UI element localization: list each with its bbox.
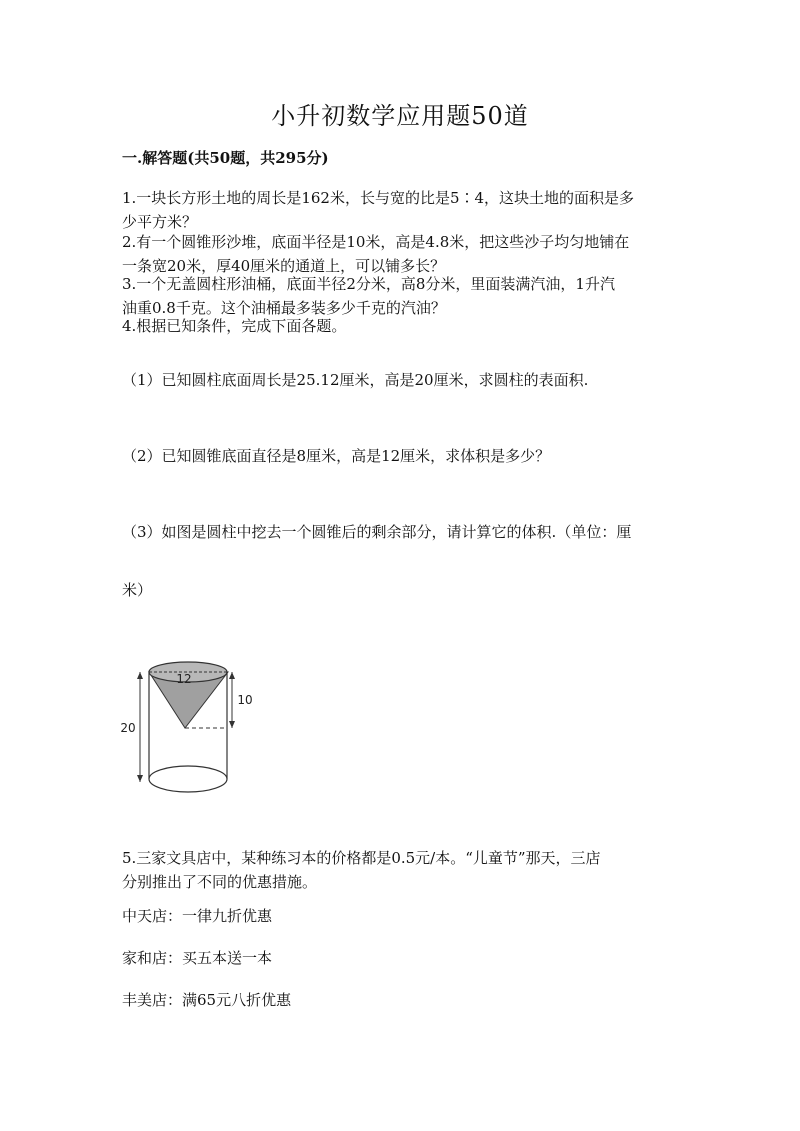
- cylinder-height-label: 20: [120, 721, 136, 735]
- diameter-label: 12: [176, 672, 192, 686]
- question-4-sub-1: （1）已知圆柱底面周长是25.12厘米，高是20厘米，求圆柱的表面积.: [122, 371, 589, 389]
- question-4-intro: 4.根据已知条件，完成下面各题。: [122, 317, 347, 335]
- question-2-line-2: 一条宽20米，厚40厘米的通道上，可以铺多长？: [122, 257, 446, 275]
- question-4-sub-2: （2）已知圆锥底面直径是8厘米，高是12厘米，求体积是多少？: [122, 447, 551, 465]
- question-2: [122, 230, 682, 278]
- question-1: [122, 186, 682, 234]
- cylinder-bottom-ellipse: [149, 766, 227, 792]
- question-3-line-1: 3.一个无盖圆柱形油桶，底面半径2分米，高8分米，里面装满汽油，1升汽: [122, 275, 615, 293]
- question-5-line-1: 5.三家文具店中，某种练习本的价格都是0.5元/本。“儿童节”那天，三店: [122, 849, 601, 867]
- store-2: 家和店：买五本送一本: [122, 949, 273, 967]
- question-4-sub-3-line-1: （3）如图是圆柱中挖去一个圆锥后的剩余部分，请计算它的体积.（单位：厘: [122, 523, 632, 541]
- question-1-line-2: 少平方米？: [122, 213, 198, 231]
- question-1-line-1: 1.一块长方形土地的周长是162米，长与宽的比是5∶4，这块土地的面积是多: [122, 189, 635, 207]
- store-1: 中天店：一律九折优惠: [122, 907, 273, 925]
- question-3-line-2: 油重0.8千克。这个油桶最多装多少千克的汽油？: [122, 299, 446, 317]
- cone-height-label: 10: [237, 693, 253, 707]
- question-4-sub-3-line-2: 米）: [122, 581, 153, 599]
- section-heading: 一.解答题(共50题，共295分): [122, 149, 329, 167]
- question-2-line-1: 2.有一个圆锥形沙堆，底面半径是10米，高是4.8米，把这些沙子均匀地铺在: [122, 233, 630, 251]
- question-3: [122, 272, 682, 320]
- page-title: 小升初数学应用题50道: [271, 102, 529, 130]
- question-5-line-2: 分别推出了不同的优惠措施。: [122, 873, 318, 891]
- cylinder-cone-figure: [118, 652, 268, 806]
- question-5: [122, 846, 682, 894]
- store-3: 丰美店：满65元八折优惠: [122, 991, 292, 1009]
